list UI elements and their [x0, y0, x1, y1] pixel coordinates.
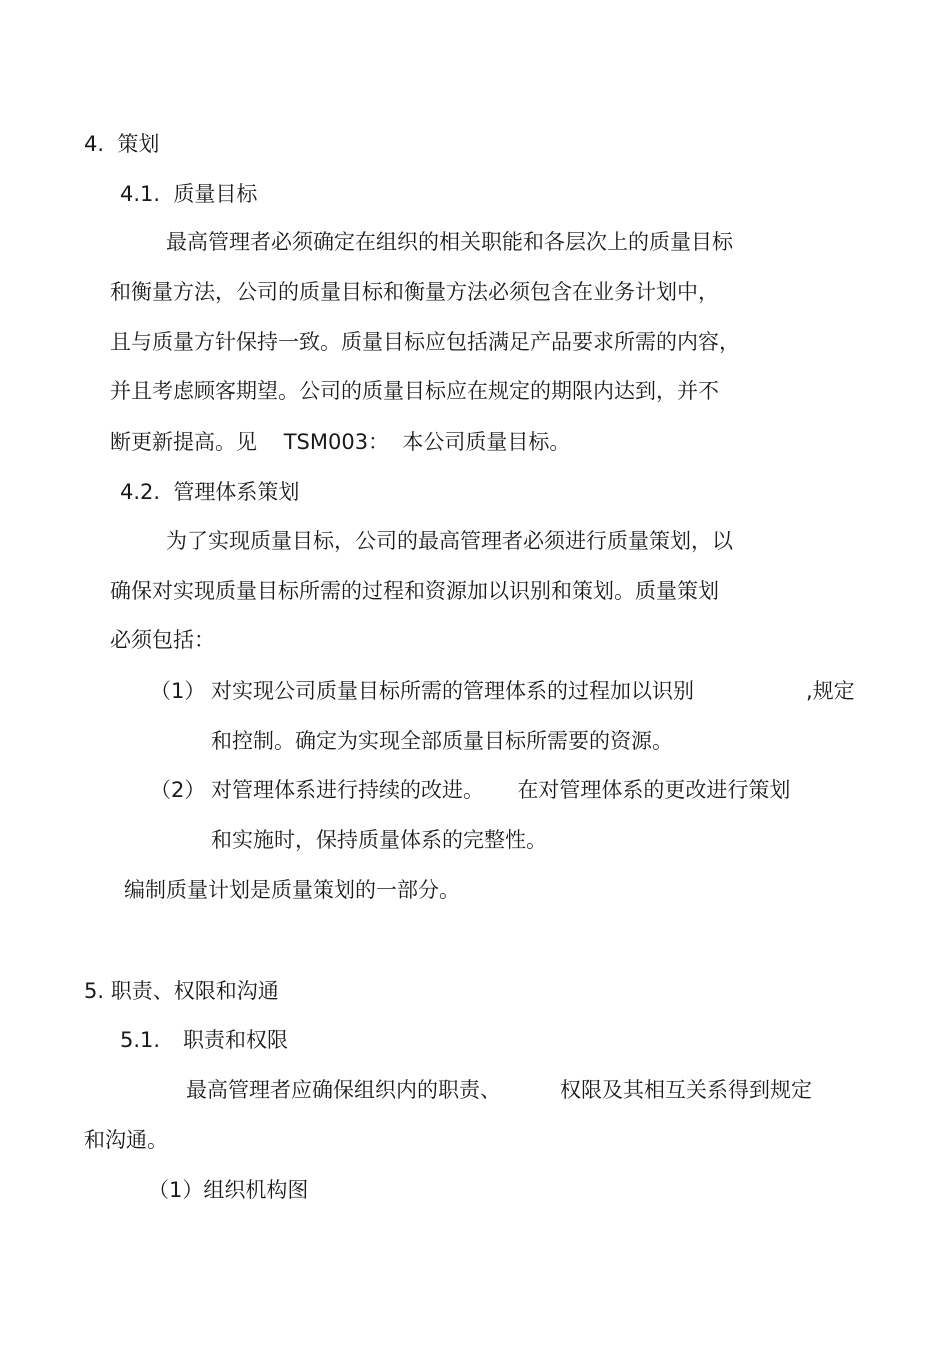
list-item-marker: （2）: [150, 778, 206, 802]
section-5-1-list-item: （1）组织机构图: [148, 1178, 309, 1202]
section-5-1-paragraph-line: 最高管理者应确保组织内的职责、: [186, 1078, 501, 1102]
list-item-text: ,规定: [806, 679, 855, 703]
section-5-1-heading: 职责和权限: [183, 1028, 288, 1052]
list-item-text: 和实施时，保持质量体系的完整性。: [211, 828, 547, 852]
list-item-text: 和控制。确定为实现全部质量目标所需要的资源。: [211, 729, 673, 753]
section-5-heading: 5. 职责、权限和沟通: [84, 979, 279, 1003]
section-4-2-paragraph-line: 确保对实现质量目标所需的过程和资源加以识别和策划。质量策划: [110, 579, 719, 603]
section-5-1-paragraph-line: 和沟通。: [84, 1128, 168, 1152]
section-4-2-paragraph-line: 必须包括：: [110, 628, 215, 652]
section-4-1-paragraph-line: 且与质量方针保持一致。质量目标应包括满足产品要求所需的内容，: [110, 330, 740, 354]
list-item-marker: （1）: [150, 679, 206, 703]
section-5-1-paragraph-line: 权限及其相互关系得到规定: [560, 1078, 812, 1102]
list-item-text: 对实现公司质量目标所需的管理体系的过程加以识别: [211, 679, 694, 703]
list-item-text: 对管理体系进行持续的改进。 在对管理体系的更改进行策划: [211, 778, 791, 802]
section-4-2-heading: 4.2. 管理体系策划: [120, 480, 300, 504]
section-4-1-paragraph-line: 和衡量方法，公司的质量目标和衡量方法必须包含在业务计划中，: [110, 280, 719, 304]
section-4-2-paragraph-line: 为了实现质量目标，公司的最高管理者必须进行质量策划，以: [166, 529, 733, 553]
section-4-1-paragraph-line: 最高管理者必须确定在组织的相关职能和各层次上的质量目标: [166, 230, 733, 254]
section-4-1-paragraph-line: 断更新提高。见 TSM003： 本公司质量目标。: [110, 430, 571, 454]
section-4-2-closing-line: 编制质量计划是质量策划的一部分。: [124, 878, 460, 902]
section-5-1-number: 5.1.: [120, 1028, 161, 1052]
section-4-heading: 4. 策划: [84, 132, 160, 156]
section-4-1-paragraph-line: 并且考虑顾客期望。公司的质量目标应在规定的期限内达到，并不: [110, 379, 719, 403]
section-4-1-heading: 4.1. 质量目标: [120, 182, 258, 206]
